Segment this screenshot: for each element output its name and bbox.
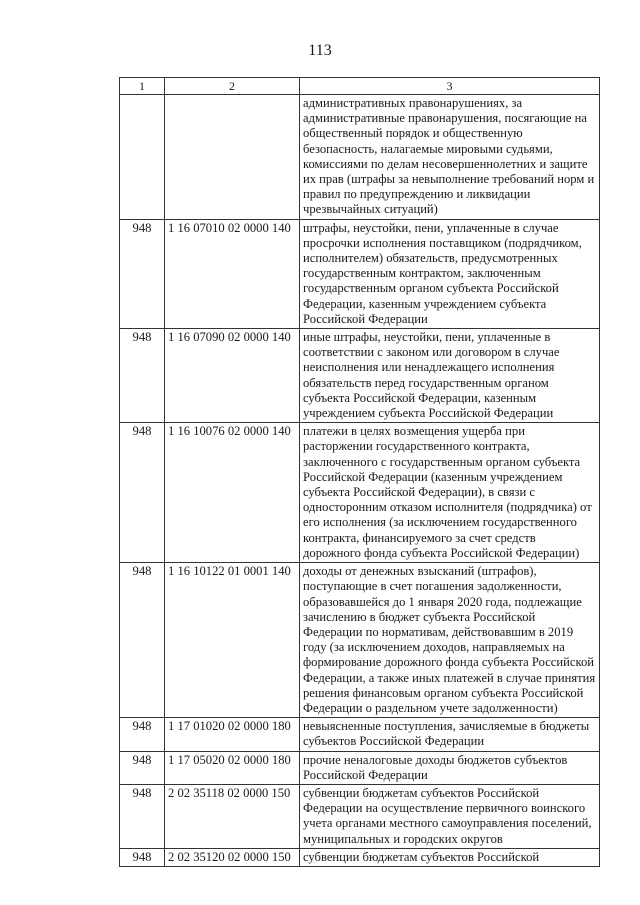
revenue-code-cell: 1 16 10076 02 0000 140 xyxy=(165,423,300,563)
table-row xyxy=(120,95,600,220)
table-row xyxy=(120,329,600,423)
description-cell: субвенции бюджетам субъектов Российской xyxy=(300,848,600,866)
table-row xyxy=(120,563,600,718)
admin-code-cell xyxy=(120,95,165,220)
description-cell: штрафы, неустойки, пени, уплаченные в случае просрочки исполнения поставщиком (подрядчиком, исполнителем) обязательств, предусмотренных государственным контрактом, заключенным государственным органом субъекта Российской Федерации, казенным учреждением субъекта Российской Федерации xyxy=(300,219,600,328)
revenue-code-cell: 2 02 35118 02 0000 150 xyxy=(165,784,300,848)
description-cell: прочие неналоговые доходы бюджетов субъектов Российской Федерации xyxy=(300,751,600,784)
admin-code-cell: 948 xyxy=(120,751,165,784)
revenue-code-cell: 1 17 05020 02 0000 180 xyxy=(165,751,300,784)
admin-code-cell: 948 xyxy=(120,563,165,718)
description-cell: субвенции бюджетам субъектов Российской Федерации на осуществление первичного воинского учета органами местного самоуправления поселений, муниципальных и городских округов xyxy=(300,784,600,848)
description-cell: доходы от денежных взысканий (штрафов), поступающие в счет погашения задолженности, образовавшейся до 1 января 2020 года, подлежащие зачислению в бюджет субъекта Российской Федерации по нормативам, действовавшим в 2019 году (за исключением доходов, направляемых на формирование дорожного фонда субъекта Российской Федерации, а также иных платежей в случае принятия решения финансовым органом субъекта Российской Федерации о раздельном учете задолженности) xyxy=(300,563,600,718)
revenue-codes-table xyxy=(119,77,600,867)
admin-code-cell: 948 xyxy=(120,219,165,328)
description-cell: платежи в целях возмещения ущерба при расторжении государственного контракта, заключенного с государственным органом субъекта Российской Федерации (казенным учреждением субъекта Российской Федерации), в связи с односторонним отказом исполнителя (подрядчика) от его исполнения (за исключением государственного контракта, финансируемого за счет средств дорожного фонда субъекта Российской Федерации) xyxy=(300,423,600,563)
table-row xyxy=(120,751,600,784)
header-col-3: 3 xyxy=(300,78,600,95)
revenue-code-cell: 1 16 10122 01 0001 140 xyxy=(165,563,300,718)
table-row xyxy=(120,718,600,751)
table-row xyxy=(120,784,600,848)
description-cell: невыясненные поступления, зачисляемые в бюджеты субъектов Российской Федерации xyxy=(300,718,600,751)
revenue-code-cell xyxy=(165,95,300,220)
revenue-code-cell: 1 16 07010 02 0000 140 xyxy=(165,219,300,328)
table-row xyxy=(120,423,600,563)
page-number: 113 xyxy=(308,42,332,59)
admin-code-cell: 948 xyxy=(120,718,165,751)
header-col-2: 2 xyxy=(165,78,300,95)
admin-code-cell: 948 xyxy=(120,329,165,423)
revenue-code-cell: 2 02 35120 02 0000 150 xyxy=(165,848,300,866)
description-cell: иные штрафы, неустойки, пени, уплаченные в соответствии с законом или договором в случае неисполнения или ненадлежащего исполнения обязательств перед государственным органом субъекта Российской Федерации, казенным учреждением субъекта Российской Федерации xyxy=(300,329,600,423)
revenue-code-cell: 1 16 07090 02 0000 140 xyxy=(165,329,300,423)
revenue-code-cell: 1 17 01020 02 0000 180 xyxy=(165,718,300,751)
description-cell: административных правонарушениях, за административные правонарушения, посягающие на общественный порядок и общественную безопасность, налагаемые мировыми судьями, комиссиями по делам несовершеннолетних и защите их прав (штрафы за невыполнение требований норм и правил по предупреждению и ликвидации чрезвычайных ситуаций) xyxy=(300,95,600,220)
table-row xyxy=(120,848,600,866)
admin-code-cell: 948 xyxy=(120,848,165,866)
header-col-1: 1 xyxy=(120,78,165,95)
admin-code-cell: 948 xyxy=(120,784,165,848)
table-row xyxy=(120,219,600,328)
table-header-row xyxy=(120,78,600,95)
admin-code-cell: 948 xyxy=(120,423,165,563)
